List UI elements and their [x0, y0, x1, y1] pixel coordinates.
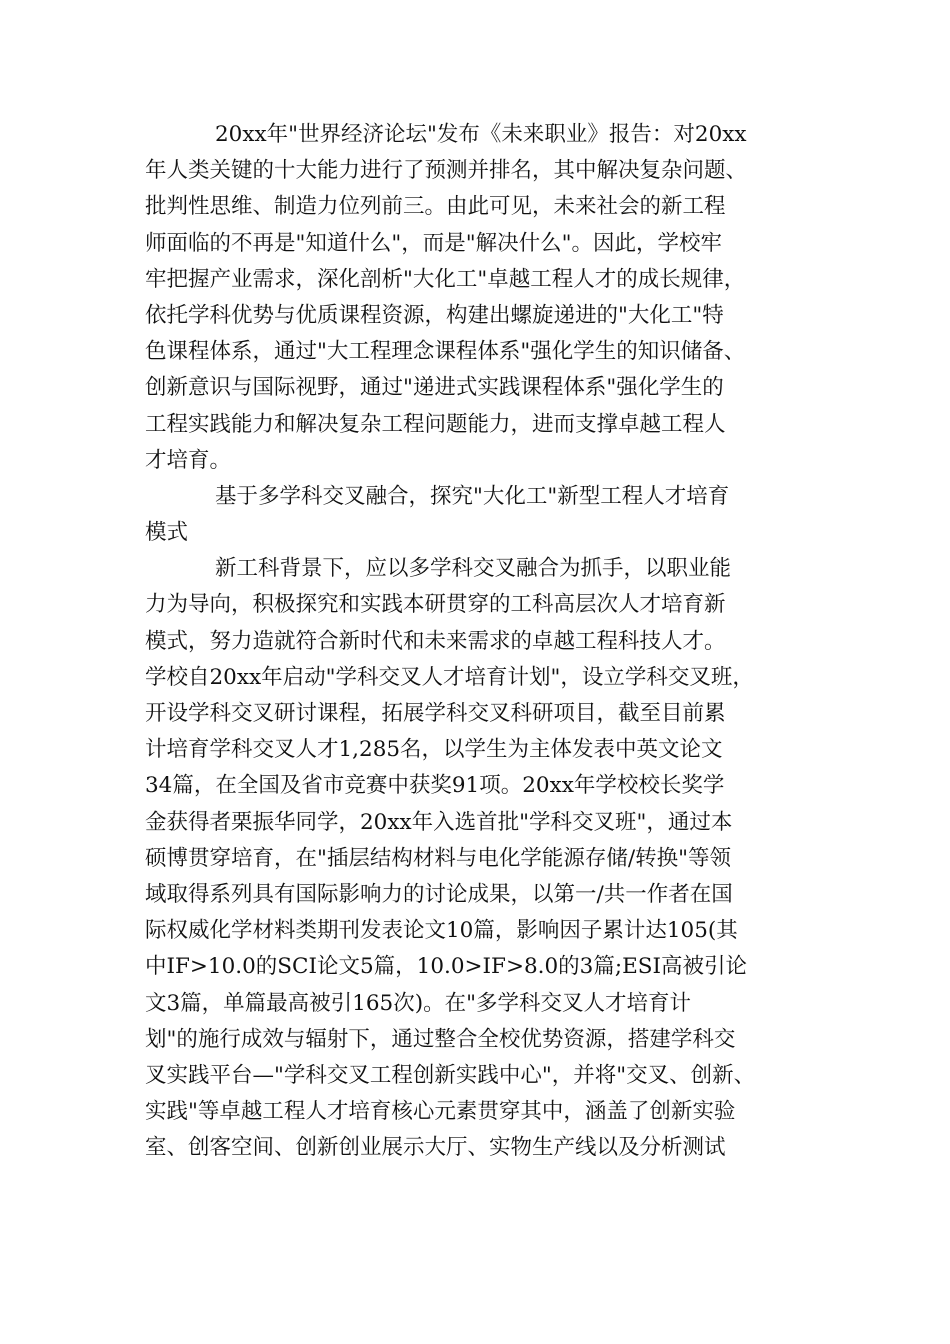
text-line: 新工科背景下，应以多学科交叉融合为抓手，以职业能 [215, 556, 732, 582]
text-line: 师面临的不再是"知道什么"，而是"解决什么"。因此，学校牢 [145, 230, 723, 256]
text-line: 实践"等卓越工程人才培育核心元素贯穿其中，涵盖了创新实验 [145, 1099, 736, 1125]
text-line: 域取得系列具有国际影响力的讨论成果，以第一/共一作者在国 [145, 881, 733, 907]
body-text [145, 117, 825, 1166]
text-line: 色课程体系，通过"大工程理念课程体系"强化学生的知识储备、 [145, 339, 746, 365]
text-line: 批判性思维、制造力位列前三。由此可见，未来社会的新工程 [145, 194, 726, 220]
text-line: 学校自20xx年启动"学科交叉人才培育计划"，设立学科交叉班， [145, 664, 754, 690]
text-line: 创新意识与国际视野，通过"递进式实践课程体系"强化学生的 [145, 375, 724, 401]
text-line: 年人类关键的十大能力进行了预测并排名，其中解决复杂问题、 [145, 158, 748, 184]
text-line: 力为导向，积极探究和实践本研贯穿的工科高层次人才培育新 [145, 592, 726, 618]
text-line: 牢把握产业需求，深化剖析"大化工"卓越工程人才的成长规律， [145, 266, 746, 292]
text-line: 际权威化学材料类期刊发表论文10篇，影响因子累计达105(其 [145, 918, 738, 944]
text-line: 室、创客空间、创新创业展示大厅、实物生产线以及分析测试 [145, 1135, 726, 1161]
text-line: 34篇，在全国及省市竞赛中获奖91项。20xx年学校校长奖学 [145, 773, 725, 799]
text-line: 开设学科交叉研讨课程，拓展学科交叉科研项目，截至目前累 [145, 701, 726, 726]
text-line: 中IF>10.0的SCI论文5篇，10.0>IF>8.0的3篇;ESI高被引论 [145, 954, 747, 980]
section-heading-line: 基于多学科交叉融合，探究"大化工"新型工程人才培育 [215, 483, 730, 509]
text-line: 工程实践能力和解决复杂工程问题能力，进而支撑卓越工程人 [145, 411, 726, 437]
text-line: 模式，努力造就符合新时代和未来需求的卓越工程科技人才。 [145, 628, 726, 654]
text-line: 计培育学科交叉人才1,285名，以学生为主体发表中英文论文 [145, 737, 723, 763]
text-line: 20xx年"世界经济论坛"发布《未来职业》报告：对20xx [215, 122, 747, 147]
text-line: 硕博贯穿培育，在"插层结构材料与电化学能源存储/转换"等领 [145, 845, 732, 871]
text-line: 叉实践平台—"学科交叉工程创新实践中心"，并将"交叉、创新、 [145, 1062, 756, 1088]
section-heading-line: 模式 [145, 520, 189, 546]
text-line: 依托学科优势与优质课程资源，构建出螺旋递进的"大化工"特 [145, 302, 724, 328]
text-line: 金获得者栗振华同学，20xx年入选首批"学科交叉班"，通过本 [145, 809, 733, 835]
text-line: 文3篇，单篇最高被引165次)。在"多学科交叉人才培育计 [145, 990, 691, 1016]
text-line: 才培育。 [145, 447, 232, 473]
text-line: 划"的施行成效与辐射下，通过整合全校优势资源，搭建学科交 [145, 1026, 736, 1052]
